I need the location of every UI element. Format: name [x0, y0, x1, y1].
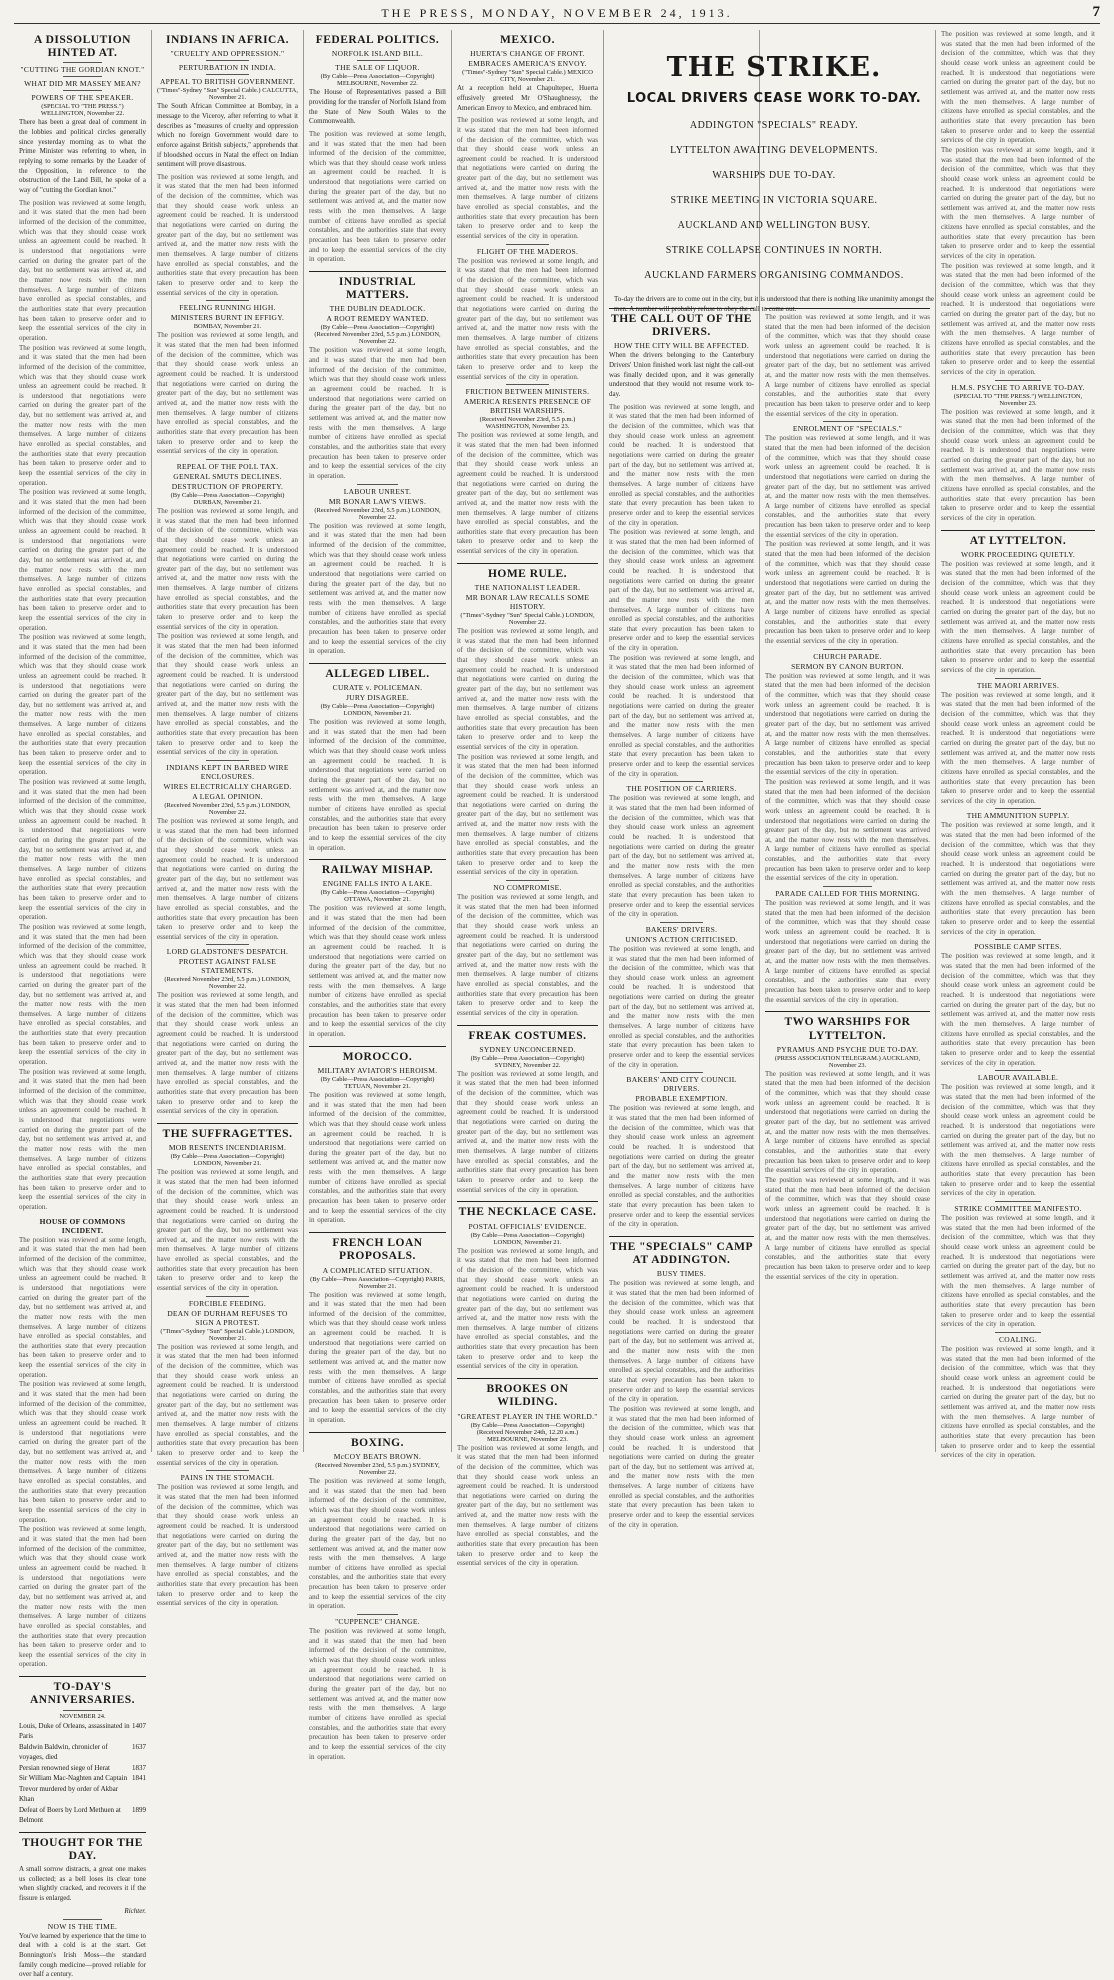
subhead: DEAN OF DURHAM REFUSES TO SIGN A PROTEST. [167, 1308, 288, 1327]
subhead: LORD GLADSTONE'S DESPATCH. [166, 947, 289, 957]
dateline: (By Cable—Press Association—Copyright) MELBOURNE, November 22. [320, 73, 435, 88]
subhead: "GREATEST PLAYER IN THE WORLD." [457, 1411, 598, 1421]
subhead: FRICTION BETWEEN MINISTERS. [465, 387, 590, 397]
dateline: (SPECIAL TO "THE PRESS.") WELLINGTON, November 22. [40, 103, 125, 118]
subhead: THE AMMUNITION SUPPLY. [966, 811, 1070, 821]
article-body: The position was reviewed at some length, and it was stated that the men had been informed of the decision of the committee, which was that they should cease work unless an agreement could be reached. It is understood that negotiations were carried on during the greater part of the day, but no settlement was arrived at, and the matter now rests with the men themselves. A large number of citizens have enrolled as special constables, and the authorities state that every precaution has been taken to preserve order and to keep the essential services of the city in operation. [765, 313, 930, 418]
page-number: 7 [1092, 4, 1100, 20]
subhead: DESTRUCTION OF PROPERTY. [171, 481, 284, 491]
subhead: POSSIBLE CAMP SITES. [974, 942, 1062, 952]
article-body: The position was reviewed at some length, and it was stated that the men had been informed of the decision of the committee, which was that they should cease work unless an agreement could be reached. It is understood that negotiations were carried on during the greater part of the day, but no settlement was arrived at, and the matter now rests with the men themselves. A large number of citizens have enrolled as special constables, and the authorities state that every precaution has been taken to preserve order and to keep the essential services of the city in operation. [941, 1344, 1095, 1460]
article-body: The position was reviewed at some length, and it was stated that the men had been informed of the decision of the committee, which was that they should cease work unless an agreement could be reached. It is understood that negotiations were carried on during the greater part of the day, but no settlement was arrived at, and the matter now rests with the men themselves. A large number of citizens have enrolled as special constables, and the authorities state that every precaution has been taken to preserve order and to keep the essential services of the city in operation. [941, 1083, 1095, 1198]
dateline: (By Cable—Press Association—Copyright) PARIS, November 21. [310, 1275, 445, 1290]
article-body: The position was reviewed at some length, and it was stated that the men had been informed of the decision of the committee, which was that they should cease work unless an agreement could be reached. It is understood that negotiations were carried on during the greater part of the day, but no settlement was arrived at, and the matter now rests with the men themselves. A large number of citizens have enrolled as special constables, and the authorities state that every precaution has been taken to preserve order and to keep the essential services of the city in operation. [941, 952, 1095, 1067]
article-body: The position was reviewed at some length, and it was stated that the men had been informed of the decision of the committee, which was that they should cease work unless an agreement could be reached. It is understood that negotiations were carried on during the greater part of the day, but no settlement was arrived at, and the matter now rests with the men themselves. A large number of citizens have enrolled as special constables, and the authorities state that every precaution has been taken to preserve order and to keep the essential services of the city in operation. [609, 1404, 754, 1529]
article-body: The position was reviewed at some length, and it was stated that the men had been informed of the decision of the committee, which was that they should cease work unless an agreement could be reached. It is understood that negotiations were carried on during the greater part of the day, but no settlement was arrived at, and the matter now rests with the men themselves. A large number of citizens have enrolled as special constables, and the authorities state that every precaution has been taken to preserve order and to keep the essential services of the city in operation. [457, 1069, 598, 1194]
article-body: You've learned by experience that the time to deal with a cold is at the start. Get Bonnington's Irish Moss—the standard family cough medicine—proved reliable for over half a century. [19, 1931, 146, 1979]
headline: RAILWAY MISHAP. [321, 864, 434, 877]
subhead: BUSY TIMES. [656, 1269, 707, 1279]
headline: MOROCCO. [342, 1050, 413, 1063]
subhead: A COMPLICATED SITUATION. [322, 1265, 433, 1275]
dateline: (Received November 23rd, 5.5 p.m.) LONDON, November 22. [164, 801, 291, 816]
dateline: BOMBAY, November 21. [193, 323, 262, 331]
article-body: The position was reviewed at some length, and it was stated that the men had been informed of the decision of the committee, which was that they should cease work unless an agreement could be reached. It is understood that negotiations were carried on during the greater part of the day, but no settlement was arrived at, and the matter now rests with the men themselves. A large number of citizens have enrolled as special constables, and the authorities state that every precaution has been taken to preserve order and to keep the essential services of the city in operation. [765, 540, 930, 645]
subhead: BAKERS' AND CITY COUNCIL DRIVERS. [626, 1075, 737, 1094]
subhead: NO COMPROMISE. [493, 883, 562, 893]
headline: BROOKES ON WILDING. [486, 1383, 569, 1409]
article-body: The position was reviewed at some length, and it was stated that the men had been informed of the decision of the committee, which was that they should cease work unless an agreement could be reached. It is understood that negotiations were carried on during the greater part of the day, but no settlement was arrived at, and the matter now rests with the men themselves. A large number of citizens have enrolled as special constables, and the authorities state that every precaution has been taken to preserve order and to keep the essential services of the city in operation. [157, 991, 298, 1116]
strike-deck: WARSHIPS DUE TO-DAY. [712, 170, 836, 181]
column-1 [14, 30, 152, 1979]
subhead: INDIANS KEPT IN BARBED WIRE ENCLOSURES. [166, 762, 289, 781]
strike-intro: To-day the drivers are to come out in the city, but it is understood that there is nothing like unanimity amongst the men. A number will probably refuse to obey the call to come out. [614, 295, 934, 313]
article-body: When the drivers belonging to the Canterbury Drivers' Union finished work last night the call-out was finally decided upon, and it was generally understood that they would not resume work to-day. [609, 351, 754, 399]
headline: TO-DAY'S ANNIVERSARIES. [29, 1681, 136, 1707]
strike-title: THE STRIKE. [666, 52, 882, 83]
strike-deck: STRIKE MEETING IN VICTORIA SQUARE. [670, 195, 878, 206]
article-body: The position was reviewed at some length, and it was stated that the men had been informed of the decision of the committee, which was that they should cease work unless an agreement could be reached. It is understood that negotiations were carried on during the greater part of the day, but no settlement was arrived at, and the matter now rests with the men themselves. A large number of citizens have enrolled as special constables, and the authorities state that every precaution has been taken to preserve order and to keep the essential services of the city in operation. [19, 198, 146, 342]
headline: FRENCH LOAN PROPOSALS. [332, 1237, 423, 1263]
article-body: The position was reviewed at some length, and it was stated that the men had been informed of the decision of the committee, which was that they should cease work unless an agreement could be reached. It is understood that negotiations were carried on during the greater part of the day, but no settlement was arrived at, and the matter now rests with the men themselves. A large number of citizens have enrolled as special constables, and the authorities state that every precaution has been taken to preserve order and to keep the essential services of the city in operation. [157, 172, 298, 297]
article-body: The position was reviewed at some length, and it was stated that the men had been informed of the decision of the committee, which was that they should cease work unless an agreement could be reached. It is understood that negotiations were carried on during the greater part of the day, but no settlement was arrived at, and the matter now rests with the men themselves. A large number of citizens have enrolled as special constables, and the authorities state that every precaution has been taken to preserve order and to keep the essential services of the city in operation. [457, 431, 598, 556]
article-body: The position was reviewed at some length, and it was stated that the men had been informed of the decision of the committee, which was that they should cease work unless an agreement could be reached. It is understood that negotiations were carried on during the greater part of the day, but no settlement was arrived at, and the matter now rests with the men themselves. A large number of citizens have enrolled as special constables, and the authorities state that every precaution has been taken to preserve order and to keep the essential services of the city in operation. [457, 256, 598, 381]
headline: FREAK COSTUMES. [468, 1029, 587, 1042]
article-body: The position was reviewed at some length, and it was stated that the men had been informed of the decision of the committee, which was that they should cease work unless an agreement could be reached. It is understood that negotiations were carried on during the greater part of the day, but no settlement was arrived at, and the matter now rests with the men themselves. A large number of citizens have enrolled as special constables, and the authorities state that every precaution has been taken to preserve order and to keep the essential services of the city in operation. [19, 1525, 146, 1669]
article-body: The position was reviewed at some length, and it was stated that the men had been informed of the decision of the committee, which was that they should cease work unless an agreement could be reached. It is understood that negotiations were carried on during the greater part of the day, but no settlement was arrived at, and the matter now rests with the men themselves. A large number of citizens have enrolled as special constables, and the authorities state that every precaution has been taken to preserve order and to keep the essential services of the city in operation. [309, 346, 446, 480]
strike-deck: STRIKE COLLAPSE CONTINUES IN NORTH. [665, 245, 883, 256]
article-body: The position was reviewed at some length, and it was stated that the men had been informed of the decision of the committee, which was that they should cease work unless an agreement could be reached. It is understood that negotiations were carried on during the greater part of the day, but no settlement was arrived at, and the matter now rests with the men themselves. A large number of citizens have enrolled as special constables, and the authorities state that every precaution has been taken to preserve order and to keep the essential services of the city in operation. [19, 778, 146, 922]
dateline: (By Cable—Press Association—Copyright) LONDON, November 21. [470, 1231, 585, 1246]
dateline: (By Cable—Press Association—Copyright) SYDNEY, November 22. [470, 1054, 585, 1069]
dateline: (By Cable—Press Association—Copyright) DURBAN, November 21. [170, 491, 285, 506]
subhead: THE DUBLIN DEADLOCK. [329, 304, 426, 314]
article-body: The position was reviewed at some length, and it was stated that the men had been informed of the decision of the committee, which was that they should cease work unless an agreement could be reached. It is understood that negotiations were carried on during the greater part of the day, but no settlement was arrived at, and the matter now rests with the men themselves. A large number of citizens have enrolled as special constables, and the authorities state that every precaution has been taken to preserve order and to keep the essential services of the city in operation. [609, 528, 754, 653]
subhead: STRIKE COMMITTEE MANIFESTO. [954, 1204, 1082, 1214]
article-body: The position was reviewed at some length, and it was stated that the men had been informed of the decision of the committee, which was that they should cease work unless an agreement could be reached. It is understood that negotiations were carried on during the greater part of the day, but no settlement was arrived at, and the matter now rests with the men themselves. A large number of citizens have enrolled as special constables, and the authorities state that every precaution has been taken to preserve order and to keep the essential services of the city in operation. [157, 506, 298, 631]
headline: TWO WARSHIPS FOR LYTTELTON. [784, 1016, 911, 1042]
headline: THOUGHT FOR THE DAY. [22, 1836, 143, 1862]
strike-deck: LYTTELTON AWAITING DEVELOPMENTS. [670, 145, 878, 156]
subhead: GENERAL SMUTS DECLINES. [173, 471, 282, 481]
dateline: ("Times"-Sydney "Sun" Special Cable.) MEXICO CITY, November 21. [462, 69, 593, 84]
headline: AT LYTTELTON. [969, 534, 1067, 547]
article-body: The position was reviewed at some length, and it was stated that the men had been informed of the decision of the committee, which was that they should cease work unless an agreement could be reached. It is understood that negotiations were carried on during the greater part of the day, but no settlement was arrived at, and the matter now rests with the men themselves. A large number of citizens have enrolled as special constables, and the authorities state that every precaution has been taken to preserve order and to keep the essential services of the city in operation. [309, 1290, 446, 1425]
headline: THE SUFFRAGETTES. [162, 1128, 293, 1140]
subhead: CURATE v. POLICEMAN. [332, 683, 423, 693]
article-body: The position was reviewed at some length, and it was stated that the men had been informed of the decision of the committee, which was that they should cease work unless an agreement could be reached. It is understood that negotiations were carried on during the greater part of the day, but no settlement was arrived at, and the matter now rests with the men themselves. A large number of citizens have enrolled as special constables, and the authorities state that every precaution has been taken to preserve order and to keep the essential services of the city in operation. [19, 633, 146, 777]
article-body: The position was reviewed at some length, and it was stated that the men had been informed of the decision of the committee, which was that they should cease work unless an agreement could be reached. It is understood that negotiations were carried on during the greater part of the day, but no settlement was arrived at, and the matter now rests with the men themselves. A large number of citizens have enrolled as special constables, and the authorities state that every precaution has been taken to preserve order and to keep the essential services of the city in operation. [457, 752, 598, 877]
dateline: (PRESS ASSOCIATION TELEGRAM.) AUCKLAND, November 23. [774, 1054, 921, 1069]
subhead: H.M.S. PSYCHE TO ARRIVE TO-DAY. [951, 382, 1085, 392]
subhead: NORFOLK ISLAND BILL. [331, 49, 424, 59]
headline: THE CALL OUT OF THE DRIVERS. [611, 313, 752, 339]
subhead: ENROLMENT OF "SPECIALS." [792, 424, 903, 434]
dateline: (SPECIAL TO "THE PRESS.") WELLINGTON, November 23. [953, 392, 1083, 407]
article-body: The position was reviewed at some length, and it was stated that the men had been informed of the decision of the committee, which was that they should cease work unless an agreement could be reached. It is understood that negotiations were carried on during the greater part of the day, but no settlement was arrived at, and the matter now rests with the men themselves. A large number of citizens have enrolled as special constables, and the authorities state that every precaution has been taken to preserve order and to keep the essential services of the city in operation. [941, 407, 1095, 522]
headline: MEXICO. [500, 34, 555, 46]
article-body: The position was reviewed at some length, and it was stated that the men had been informed of the decision of the committee, which was that they should cease work unless an agreement could be reached. It is understood that negotiations were carried on during the greater part of the day, but no settlement was arrived at, and the matter now rests with the men themselves. A large number of citizens have enrolled as special constables, and the authorities state that every precaution has been taken to preserve order and to keep the essential services of the city in operation. [609, 794, 754, 919]
article-body: The position was reviewed at some length, and it was stated that the men had been informed of the decision of the committee, which was that they should cease work unless an agreement could be reached. It is understood that negotiations were carried on during the greater part of the day, but no settlement was arrived at, and the matter now rests with the men themselves. A large number of citizens have enrolled as special constables, and the authorities state that every precaution has been taken to preserve order and to keep the essential services of the city in operation. [609, 1104, 754, 1229]
headline: ALLEGED LIBEL. [325, 667, 430, 680]
headline: BOXING. [350, 1436, 405, 1449]
article-body: The position was reviewed at some length, and it was stated that the men had been informed of the decision of the committee, which was that they should cease work unless an agreement could be reached. It is understood that negotiations were carried on during the greater part of the day, but no settlement was arrived at, and the matter now rests with the men themselves. A large number of citizens have enrolled as special constables, and the authorities state that every precaution has been taken to preserve order and to keep the essential services of the city in operation. [609, 653, 754, 778]
column-2 [152, 30, 304, 1608]
article-body: A small sorrow distracts, a great one makes us collected; as a bell loses its clear tone when slightly cracked, and recovers it if the fissure is enlarged. [19, 1865, 146, 1902]
dateline: (By Cable—Press Association—Copyright) TETUAN, November 21. [320, 1075, 435, 1090]
subhead: PYRAMUS AND PSYCHE DUE TO-DAY. [776, 1044, 919, 1054]
headline: HOME RULE. [487, 567, 568, 580]
article-body: The position was reviewed at some length, and it was stated that the men had been informed of the decision of the committee, which was that they should cease work unless an agreement could be reached. It is understood that negotiations were carried on during the greater part of the day, but no settlement was arrived at, and the matter now rests with the men themselves. A large number of citizens have enrolled as special constables, and the authorities state that every precaution has been taken to preserve order and to keep the essential services of the city in operation. [157, 331, 298, 456]
subhead: MINISTERS BURNT IN EFFIGY. [170, 313, 285, 323]
article-body: The position was reviewed at some length, and it was stated that the men had been informed of the decision of the committee, which was that they should cease work unless an agreement could be reached. It is understood that negotiations were carried on during the greater part of the day, but no settlement was arrived at, and the matter now rests with the men themselves. A large number of citizens have enrolled as special constables, and the authorities state that every precaution has been taken to preserve order and to keep the essential services of the city in operation. [157, 816, 298, 941]
list-item: Persian renowned siege of Herat 1837 [19, 1763, 146, 1772]
subhead: POWERS OF THE SPEAKER. [31, 93, 134, 103]
headline: A DISSOLUTION HINTED AT. [34, 34, 131, 60]
list-item: Baldwin Baldwin, chronicler of voyages, died 1637 [19, 1742, 146, 1762]
article-body: The position was reviewed at some length, and it was stated that the men had been informed of the decision of the committee, which was that they should cease work unless an agreement could be reached. It is understood that negotiations were carried on during the greater part of the day, but no settlement was arrived at, and the matter now rests with the men themselves. A large number of citizens have enrolled as special constables, and the authorities state that every precaution has been taken to preserve order and to keep the essential services of the city in operation. [765, 434, 930, 539]
article-body: The position was reviewed at some length, and it was stated that the men had been informed of the decision of the committee, which was that they should cease work unless an agreement could be reached. It is understood that negotiations were carried on during the greater part of the day, but no settlement was arrived at, and the matter now rests with the men themselves. A large number of citizens have enrolled as special constables, and the authorities state that every precaution has been taken to preserve order and to keep the essential services of the city in operation. [19, 922, 146, 1067]
dateline: (By Cable—Press Association—Copyright) OTTAWA, November 21. [320, 889, 435, 904]
strike-banner [604, 30, 944, 313]
subhead: FEELING RUNNING HIGH. [179, 303, 276, 313]
dateline: (Received November 23rd, 5.5 p.m.) SYDNEY, November 22. [315, 1461, 440, 1476]
subhead: JURY DISAGREE. [345, 693, 410, 703]
subhead: PARADE CALLED FOR THIS MORNING. [775, 889, 920, 899]
subhead: COALING. [998, 1334, 1038, 1344]
subhead: WIRES ELECTRICALLY CHARGED. [163, 781, 292, 791]
dateline: (Received November 23rd, 5.5 p.m.) LONDON, November 22. [164, 976, 291, 991]
attribution: Richter. [124, 1906, 146, 1915]
article-body: The position was reviewed at some length, and it was stated that the men had been informed of the decision of the committee, which was that they should cease work unless an agreement could be reached. It is understood that negotiations were carried on during the greater part of the day, but no settlement was arrived at, and the matter now rests with the men themselves. A large number of citizens have enrolled as special constables, and the authorities state that every precaution has been taken to preserve order and to keep the essential services of the city in operation. [19, 488, 146, 632]
article-body: The position was reviewed at some length, and it was stated that the men had been informed of the decision of the committee, which was that they should cease work unless an agreement could be reached. It is understood that negotiations were carried on during the greater part of the day, but no settlement was arrived at, and the matter now rests with the men themselves. A large number of citizens have enrolled as special constables, and the authorities state that every precaution has been taken to preserve order and to keep the essential services of the city in operation. [765, 1175, 930, 1281]
subhead: PAINS IN THE STOMACH. [180, 1473, 275, 1483]
article-body: The position was reviewed at some length, and it was stated that the men had been informed of the decision of the committee, which was that they should cease work unless an agreement could be reached. It is understood that negotiations were carried on during the greater part of the day, but no settlement was arrived at, and the matter now rests with the men themselves. A large number of citizens have enrolled as special constables, and the authorities state that every precaution has been taken to preserve order and to keep the essential services of the city in operation. [157, 1483, 298, 1608]
subhead: PROBABLE EXEMPTION. [635, 1094, 728, 1104]
subhead: ENGINE FALLS INTO A LAKE. [322, 879, 433, 889]
article-body: The position was reviewed at some length, and it was stated that the men had been informed of the decision of the committee, which was that they should cease work unless an agreement could be reached. It is understood that negotiations were carried on during the greater part of the day, but no settlement was arrived at, and the matter now rests with the men themselves. A large number of citizens have enrolled as special constables, and the authorities state that every precaution has been taken to preserve order and to keep the essential services of the city in operation. [157, 1168, 298, 1293]
article-body: The position was reviewed at some length, and it was stated that the men had been informed of the decision of the committee, which was that they should cease work unless an agreement could be reached. It is understood that negotiations were carried on during the greater part of the day, but no settlement was arrived at, and the matter now rests with the men themselves. A large number of citizens have enrolled as special constables, and the authorities state that every precaution has been taken to preserve order and to keep the essential services of the city in operation. [941, 690, 1095, 805]
strike-subtitle: LOCAL DRIVERS CEASE WORK TO-DAY. [626, 91, 922, 106]
article-body: The position was reviewed at some length, and it was stated that the men had been informed of the decision of the committee, which was that they should cease work unless an agreement could be reached. It is understood that negotiations were carried on during the greater part of the day, but no settlement was arrived at, and the matter now rests with the men themselves. A large number of citizens have enrolled as special constables, and the authorities state that every precaution has been taken to preserve order and to keep the essential services of the city in operation. [941, 261, 1095, 376]
masthead [14, 6, 1100, 24]
article-body: The position was reviewed at some length, and it was stated that the men had been informed of the decision of the committee, which was that they should cease work unless an agreement could be reached. It is understood that negotiations were carried on during the greater part of the day, but no settlement was arrived at, and the matter now rests with the men themselves. A large number of citizens have enrolled as special constables, and the authorities state that every precaution has been taken to preserve order and to keep the essential services of the city in operation. [941, 559, 1095, 674]
article-body: At a reception held at Chapultepec, Huerta effusively greeted Mr O'Shaughnessy, the American Envoy to Mexico, and embraced him. [457, 84, 598, 112]
article-body: The position was reviewed at some length, and it was stated that the men had been informed of the decision of the committee, which was that they should cease work unless an agreement could be reached. It is understood that negotiations were carried on during the greater part of the day, but no settlement was arrived at, and the matter now rests with the men themselves. A large number of citizens have enrolled as special constables, and the authorities state that every precaution has been taken to preserve order and to keep the essential services of the city in operation. [765, 671, 930, 777]
subhead: A LEGAL OPINION. [192, 791, 263, 801]
subhead: MR BONAR LAW'S VIEWS. [328, 496, 427, 506]
subhead: AMERICA RESENTS PRESENCE OF BRITISH WARSHIPS. [463, 397, 592, 416]
subhead: THE MAORI ARRIVES. [976, 680, 1060, 690]
subhead: MOB RESENTS INCENDIARISM. [168, 1143, 287, 1153]
dateline: NOVEMBER 24. [59, 1712, 106, 1720]
article-body: The position was reviewed at some length, and it was stated that the men had been informed of the decision of the committee, which was that they should cease work unless an agreement could be reached. It is understood that negotiations were carried on during the greater part of the day, but no settlement was arrived at, and the matter now rests with the men themselves. A large number of citizens have enrolled as special constables, and the authorities state that every precaution has been taken to preserve order and to keep the essential services of the city in operation. [19, 1067, 146, 1211]
article-body: The position was reviewed at some length, and it was stated that the men had been informed of the decision of the committee, which was that they should cease work unless an agreement could be reached. It is understood that negotiations were carried on during the greater part of the day, but no settlement was arrived at, and the matter now rests with the men themselves. A large number of citizens have enrolled as special constables, and the authorities state that every precaution has been taken to preserve order and to keep the essential services of the city in operation. [19, 1235, 146, 1379]
article-body: There has been a great deal of comment in the lobbies and political circles generally since yesterday morning as to what the Prime Minister was referring to when, in replying to some remarks by the Leader of the Opposition, in reference to the obstruction of the Land Bill, he spoke of a way of "cutting the Gordian knot." [19, 118, 146, 195]
subhead: MR BONAR LAW RECALLS SOME HISTORY. [465, 593, 590, 611]
article-body: The position was reviewed at some length, and it was stated that the men had been informed of the decision of the committee, which was that they should cease work unless an agreement could be reached. It is understood that negotiations were carried on during the greater part of the day, but no settlement was arrived at, and the matter now rests with the men themselves. A large number of citizens have enrolled as special constables, and the authorities state that every precaution has been taken to preserve order and to keep the essential services of the city in operation. [309, 1090, 446, 1225]
subhead: FLIGHT OF THE MADEROS. [476, 246, 579, 256]
dateline: (By Cable—Press Association—Copyright) LONDON, November 21. [170, 1153, 285, 1168]
subhead: SERMON BY CANON BURTON. [791, 661, 904, 671]
headline: THE NECKLACE CASE. [458, 1206, 597, 1219]
subhead: PROTEST AGAINST FALSE STATEMENTS. [178, 957, 277, 976]
list-item: Defeat of Boers by Lord Methuen at Belmont 1899 [19, 1805, 146, 1825]
subhead: HOW THE CITY WILL BE AFFECTED. [613, 341, 750, 351]
subhead: "CRUELTY AND OPPRESSION." [170, 49, 285, 59]
article-body: The position was reviewed at some length, and it was stated that the men had been informed of the decision of the committee, which was that they should cease work unless an agreement could be reached. It is understood that negotiations were carried on during the greater part of the day, but no settlement was arrived at, and the matter now rests with the men themselves. A large number of citizens have enrolled as special constables, and the authorities state that every precaution has been taken to preserve order and to keep the essential services of the city in operation. [309, 129, 446, 264]
article-body: The position was reviewed at some length, and it was stated that the men had been informed of the decision of the committee, which was that they should cease work unless an agreement could be reached. It is understood that negotiations were carried on during the greater part of the day, but no settlement was arrived at, and the matter now rests with the men themselves. A large number of citizens have enrolled as special constables, and the authorities state that every precaution has been taken to preserve order and to keep the essential services of the city in operation. [609, 944, 754, 1069]
article-body: The position was reviewed at some length, and it was stated that the men had been informed of the decision of the committee, which was that they should cease work unless an agreement could be reached. It is understood that negotiations were carried on during the greater part of the day, but no settlement was arrived at, and the matter now rests with the men themselves. A large number of citizens have enrolled as special constables, and the authorities state that every precaution has been taken to preserve order and to keep the essential services of the city in operation. [19, 343, 146, 487]
subhead: NOW IS THE TIME. [47, 1921, 118, 1931]
subhead: UNION'S ACTION CRITICISED. [625, 934, 738, 944]
article-body: The House of Representatives passed a Bill providing for the transfer of Norfolk Island from the State of New South Wales to the Commonwealth. [309, 88, 446, 126]
subhead: APPEAL TO BRITISH GOVERNMENT. [159, 77, 296, 87]
strike-deck: AUCKLAND AND WELLINGTON BUSY. [677, 220, 871, 231]
dateline: ("Times"-Sydney "Sun" Special Cable.) CALCUTTA, November 21. [157, 87, 298, 102]
subhead: PERTURBATION IN INDIA. [178, 63, 277, 73]
headline: FEDERAL POLITICS. [315, 34, 440, 46]
article-body: The position was reviewed at some length, and it was stated that the men had been informed of the decision of the committee, which was that they should cease work unless an agreement could be reached. It is understood that negotiations were carried on during the greater part of the day, but no settlement was arrived at, and the matter now rests with the men themselves. A large number of citizens have enrolled as special constables, and the authorities state that every precaution has been taken to preserve order and to keep the essential services of the city in operation. [941, 1214, 1095, 1329]
article-body: The position was reviewed at some length, and it was stated that the men had been informed of the decision of the committee, which was that they should cease work unless an agreement could be reached. It is understood that negotiations were carried on during the greater part of the day, but no settlement was arrived at, and the matter now rests with the men themselves. A large number of citizens have enrolled as special constables, and the authorities state that every precaution has been taken to preserve order and to keep the essential services of the city in operation. [457, 116, 598, 241]
article-body: The position was reviewed at some length, and it was stated that the men had been informed of the decision of the committee, which was that they should cease work unless an agreement could be reached. It is understood that negotiations were carried on during the greater part of the day, but no settlement was arrived at, and the matter now rests with the men themselves. A large number of citizens have enrolled as special constables, and the authorities state that every precaution has been taken to preserve order and to keep the essential services of the city in operation. [457, 1246, 598, 1371]
subhead: THE POSITION OF CARRIERS. [626, 784, 737, 794]
strike-deck: AUCKLAND FARMERS ORGANISING COMMANDOS. [644, 270, 904, 281]
subhead: THE SALE OF LIQUOR. [335, 63, 420, 73]
article-body: The position was reviewed at some length, and it was stated that the men had been informed of the decision of the committee, which was that they should cease work unless an agreement could be reached. It is understood that negotiations were carried on during the greater part of the day, but no settlement was arrived at, and the matter now rests with the men themselves. A large number of citizens have enrolled as special constables, and the authorities state that every precaution has been taken to preserve order and to keep the essential services of the city in operation. [309, 718, 446, 852]
article-body: The position was reviewed at some length, and it was stated that the men had been informed of the decision of the committee, which was that they should cease work unless an agreement could be reached. It is understood that negotiations were carried on during the greater part of the day, but no settlement was arrived at, and the matter now rests with the men themselves. A large number of citizens have enrolled as special constables, and the authorities state that every precaution has been taken to preserve order and to keep the essential services of the city in operation. [609, 1279, 754, 1404]
subhead: McCOY BEATS BROWN. [333, 1451, 422, 1461]
article-body: The position was reviewed at some length, and it was stated that the men had been informed of the decision of the committee, which was that they should cease work unless an agreement could be reached. It is understood that negotiations were carried on during the greater part of the day, but no settlement was arrived at, and the matter now rests with the men themselves. A large number of citizens have enrolled as special constables, and the authorities state that every precaution has been taken to preserve order and to keep the essential services of the city in operation. [457, 1443, 598, 1568]
subhead: "CUPPENCE" CHANGE. [335, 1617, 420, 1627]
article-body: The South African Committee at Bombay, in a message to the Viceroy, after referring to what it describes as "measures of cruelty and oppression which no foreign Government would dare to enforce against British subjects," apprehends that if bloodshed occurs in Natal the effect on Indian sentiment will prove disastrous. [157, 102, 298, 169]
headline: THE "SPECIALS" CAMP AT ADDINGTON. [609, 1240, 754, 1267]
subhead: POSTAL OFFICIALS' EVIDENCE. [468, 1221, 587, 1231]
subhead: LABOUR AVAILABLE. [977, 1073, 1059, 1083]
subhead: "CUTTING THE GORDIAN KNOT." [20, 65, 145, 75]
dateline: ("Times"-Sydney "Sun" Special Cable.) LONDON, November 21. [160, 1327, 295, 1342]
article-body: The position was reviewed at some length, and it was stated that the men had been informed of the decision of the committee, which was that they should cease work unless an agreement could be reached. It is understood that negotiations were carried on during the greater part of the day, but no settlement was arrived at, and the matter now rests with the men themselves. A large number of citizens have enrolled as special constables, and the authorities state that every precaution has been taken to preserve order and to keep the essential services of the city in operation. [941, 821, 1095, 936]
headline: INDUSTRIAL MATTERS. [338, 276, 417, 302]
column-7 [936, 30, 1100, 1460]
article-body: The position was reviewed at some length, and it was stated that the men had been informed of the decision of the committee, which was that they should cease work unless an agreement could be reached. It is understood that negotiations were carried on during the greater part of the day, but no settlement was arrived at, and the matter now rests with the men themselves. A large number of citizens have enrolled as special constables, and the authorities state that every precaution has been taken to preserve order and to keep the essential services of the city in operation. [457, 893, 598, 1017]
subhead: WORK PROCEEDING QUIETLY. [960, 549, 1075, 559]
dateline: (By Cable—Press Association—Copyright) (Received November 23rd, 5.5 p.m.) LONDON, November 22. [314, 324, 441, 346]
dateline: (Received November 23rd, 5.5 p.m.) WASHINGTON, November 23. [479, 416, 576, 431]
subhead: A ROOT REMEDY WANTED. [326, 314, 429, 324]
anniversary-list [19, 1721, 146, 1826]
list-item: Louis, Duke of Orleans, assassinated in Paris 1407 [19, 1721, 146, 1741]
subhead: HUERTA'S CHANGE OF FRONT. [470, 49, 585, 59]
subhead: EMBRACES AMERICA'S ENVOY. [468, 59, 587, 69]
subhead: THE NATIONALIST LEADER. [474, 583, 581, 592]
dateline: ("Times"-Sydney "Sun" Special Cable.) LONDON, November 22. [460, 612, 595, 626]
headline: INDIANS IN AFRICA. [165, 34, 290, 46]
article-body: The position was reviewed at some length, and it was stated that the men had been informed of the decision of the committee, which was that they should cease work unless an agreement could be reached. It is understood that negotiations were carried on during the greater part of the day, but no settlement was arrived at, and the matter now rests with the men themselves. A large number of citizens have enrolled as special constables, and the authorities state that every precaution has been taken to preserve order and to keep the essential services of the city in operation. [309, 1476, 446, 1611]
dateline: (Received November 23rd, 5.5 p.m.) LONDON, November 22. [314, 506, 441, 521]
article-body: The position was reviewed at some length, and it was stated that the men had been informed of the decision of the committee, which was that they should cease work unless an agreement could be reached. It is understood that negotiations were carried on during the greater part of the day, but no settlement was arrived at, and the matter now rests with the men themselves. A large number of citizens have enrolled as special constables, and the authorities state that every precaution has been taken to preserve order and to keep the essential services of the city in operation. [765, 777, 930, 883]
article-body: The position was reviewed at some length, and it was stated that the men had been informed of the decision of the committee, which was that they should cease work unless an agreement could be reached. It is understood that negotiations were carried on during the greater part of the day, but no settlement was arrived at, and the matter now rests with the men themselves. A large number of citizens have enrolled as special constables, and the authorities state that every precaution has been taken to preserve order and to keep the essential services of the city in operation. [157, 632, 298, 757]
dateline: (By Cable—Press Association—Copyright) (Received November 24th, 12.20 a.m.) MELBOURNE, November 23. [470, 1421, 585, 1443]
subhead: FORCIBLE FEEDING. [188, 1298, 267, 1308]
strike-deck: ADDINGTON "SPECIALS" READY. [689, 120, 859, 131]
article-body: The position was reviewed at some length, and it was stated that the men had been informed of the decision of the committee, which was that they should cease work unless an agreement could be reached. It is understood that negotiations were carried on during the greater part of the day, but no settlement was arrived at, and the matter now rests with the men themselves. A large number of citizens have enrolled as special constables, and the authorities state that every precaution has been taken to preserve order and to keep the essential services of the city in operation. [457, 627, 598, 751]
article-body: The position was reviewed at some length, and it was stated that the men had been informed of the decision of the committee, which was that they should cease work unless an agreement could be reached. It is understood that negotiations were carried on during the greater part of the day, but no settlement was arrived at, and the matter now rests with the men themselves. A large number of citizens have enrolled as special constables, and the authorities state that every precaution has been taken to preserve order and to keep the essential services of the city in operation. [765, 899, 930, 1004]
article-body: The position was reviewed at some length, and it was stated that the men had been informed of the decision of the committee, which was that they should cease work unless an agreement could be reached. It is understood that negotiations were carried on during the greater part of the day, but no settlement was arrived at, and the matter now rests with the men themselves. A large number of citizens have enrolled as special constables, and the authorities state that every precaution has been taken to preserve order and to keep the essential services of the city in operation. [941, 30, 1095, 145]
subhead: HOUSE OF COMMONS INCIDENT. [39, 1216, 126, 1235]
subhead: REPEAL OF THE POLL TAX. [176, 461, 279, 471]
subhead: BAKERS' DRIVERS. [645, 924, 718, 934]
masthead-title: THE PRESS, MONDAY, NOVEMBER 24, 1913. [381, 6, 733, 20]
article-body: The position was reviewed at some length, and it was stated that the men had been informed of the decision of the committee, which was that they should cease work unless an agreement could be reached. It is understood that negotiations were carried on during the greater part of the day, but no settlement was arrived at, and the matter now rests with the men themselves. A large number of citizens have enrolled as special constables, and the authorities state that every precaution has been taken to preserve order and to keep the essential services of the city in operation. [157, 1342, 298, 1467]
column-4 [452, 30, 604, 1568]
subhead: LABOUR UNREST. [343, 486, 412, 496]
article-body: The position was reviewed at some length, and it was stated that the men had been informed of the decision of the committee, which was that they should cease work unless an agreement could be reached. It is understood that negotiations were carried on during the greater part of the day, but no settlement was arrived at, and the matter now rests with the men themselves. A large number of citizens have enrolled as special constables, and the authorities state that every precaution has been taken to preserve order and to keep the essential services of the city in operation. [19, 1380, 146, 1524]
article-body: The position was reviewed at some length, and it was stated that the men had been informed of the decision of the committee, which was that they should cease work unless an agreement could be reached. It is understood that negotiations were carried on during the greater part of the day, but no settlement was arrived at, and the matter now rests with the men themselves. A large number of citizens have enrolled as special constables, and the authorities state that every precaution has been taken to preserve order and to keep the essential services of the city in operation. [609, 402, 754, 527]
article-body: The position was reviewed at some length, and it was stated that the men had been informed of the decision of the committee, which was that they should cease work unless an agreement could be reached. It is understood that negotiations were carried on during the greater part of the day, but no settlement was arrived at, and the matter now rests with the men themselves. A large number of citizens have enrolled as special constables, and the authorities state that every precaution has been taken to preserve order and to keep the essential services of the city in operation. [309, 904, 446, 1038]
subhead: SYDNEY UNCONCERNED. [479, 1044, 576, 1054]
subhead: MILITARY AVIATOR'S HEROISM. [317, 1065, 438, 1075]
dateline: (By Cable—Press Association—Copyright) LONDON, November 21. [320, 703, 435, 718]
article-body: The position was reviewed at some length, and it was stated that the men had been informed of the decision of the committee, which was that they should cease work unless an agreement could be reached. It is understood that negotiations were carried on during the greater part of the day, but no settlement was arrived at, and the matter now rests with the men themselves. A large number of citizens have enrolled as special constables, and the authorities state that every precaution has been taken to preserve order and to keep the essential services of the city in operation. [765, 1069, 930, 1175]
column-3 [304, 30, 452, 1761]
subhead: CHURCH PARADE. [813, 651, 882, 661]
article-body: The position was reviewed at some length, and it was stated that the men had been informed of the decision of the committee, which was that they should cease work unless an agreement could be reached. It is understood that negotiations were carried on during the greater part of the day, but no settlement was arrived at, and the matter now rests with the men themselves. A large number of citizens have enrolled as special constables, and the authorities state that every precaution has been taken to preserve order and to keep the essential services of the city in operation. [309, 1627, 446, 1761]
subhead: WHAT DID MR MASSEY MEAN? [24, 79, 141, 89]
list-item: Sir William Mac-Naghten and Captain Trevor murdered by order of Akbar Khan 1841 [19, 1774, 146, 1804]
article-body: The position was reviewed at some length, and it was stated that the men had been informed of the decision of the committee, which was that they should cease work unless an agreement could be reached. It is understood that negotiations were carried on during the greater part of the day, but no settlement was arrived at, and the matter now rests with the men themselves. A large number of citizens have enrolled as special constables, and the authorities state that every precaution has been taken to preserve order and to keep the essential services of the city in operation. [941, 145, 1095, 261]
article-body: The position was reviewed at some length, and it was stated that the men had been informed of the decision of the committee, which was that they should cease work unless an agreement could be reached. It is understood that negotiations were carried on during the greater part of the day, but no settlement was arrived at, and the matter now rests with the men themselves. A large number of citizens have enrolled as special constables, and the authorities state that every precaution has been taken to preserve order and to keep the essential services of the city in operation. [309, 521, 446, 656]
